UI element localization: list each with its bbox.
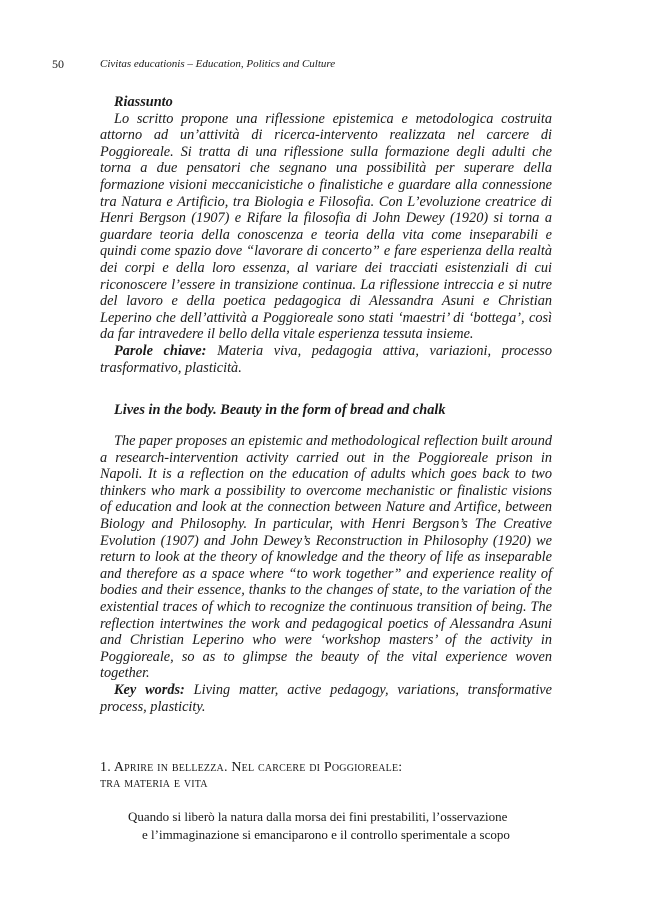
- abstract-body: Lo scritto propone una riflessione epistemica e metodologica costruita attorno ad un’attività di ricerca-intervento realizzata nel carcere di Poggioreale. Si tratta di una riflessione sulla formazione degli adulti che torna a due pensatori che segnano una possibilità per superare della formazione visioni meccanicistiche o finalistiche e guardare alla connessione tra Natura e Artificio, tra Biologia e Filosofia. Con L’evoluzione creatrice di Henri Bergson (1907) e Rifare la filosofia di John Dewey (1920) si torna a guardare teoria della conoscenza e teoria della vita come inseparabili e quindi come spazio dove “lavorare di concerto” e fare esperienza della realtà dei corpi e della loro essenza, al variare dei tracciati esistenziali di cui riconoscere l’essere in transizione continua. La riflessione intreccia e si nutre del lavoro e della poetica pedagogica di Alessandra Asuni e Christian Leperino che dell’attività a Poggioreale sono stati ‘maestri’ di ‘bottega’, così da far intravedere il bello della vitale esperienza tessuta insieme.: [100, 110, 552, 343]
- running-title: Civitas educationis – Education, Politics and Culture: [100, 58, 336, 70]
- abstract-italian: [100, 94, 552, 376]
- keywords-text-english: Living matter, active pedagogy, variations, transformative process, plasticity.: [100, 681, 552, 715]
- abstract-heading: Riassunto: [114, 94, 173, 110]
- abstract-english: [100, 433, 552, 715]
- section-heading: [100, 760, 552, 792]
- keywords-paragraph-english: [100, 682, 552, 715]
- quote-line-2: e l’immaginazione si emanciparono e il controllo sperimentale a scopo: [142, 827, 510, 842]
- section-heading-line-1: 1. Aprire in bellezza. Nel carcere di Poggioreale:: [100, 760, 403, 775]
- section-heading-line-2: tra materia e vita: [100, 776, 208, 791]
- keywords-text: Materia viva, pedagogia attiva, variazioni, processo trasformativo, plasticità.: [100, 342, 553, 376]
- quote-line-1: Quando si liberò la natura dalla morsa dei fini prestabiliti, l’osservazione: [128, 809, 508, 824]
- keywords-label: Parole chiave:: [114, 342, 207, 359]
- keywords-paragraph: [100, 343, 552, 376]
- keywords-label-english: Key words:: [114, 681, 185, 698]
- english-title: Lives in the body. Beauty in the form of bread and chalk: [114, 402, 446, 418]
- abstract-body-english: The paper proposes an epistemic and methodological reflection built around a research-intervention activity carried out in the Poggioreale prison in Napoli. It is a reflection on the education of adults which goes back to two thinkers who mark a possibility to overcome mechanistic or finalistic visions of education and look at the connection between Nature and Artifice, between Biology and Philosophy. In particular, with Henri Bergson’s The Creative Evolution (1907) and John Dewey’s Reconstruction in Philosophy (1920) we return to look at the theory of knowledge and the theory of life as inseparable and therefore as a space where “to work together” and experience reality of bodies and their essence, thanks to the changes of state, to the variation of the existential traces of which to recognize the continuous transition of being. The reflection intertwines the work and pedagogical poetics of Alessandra Asuni and Christian Leperino who were ‘workshop masters’ of the activity in Poggioreale, so as to glimpse the beauty of the vital experience woven together.: [100, 433, 552, 682]
- epigraph-quote: [128, 808, 534, 844]
- page-number: 50: [52, 57, 64, 71]
